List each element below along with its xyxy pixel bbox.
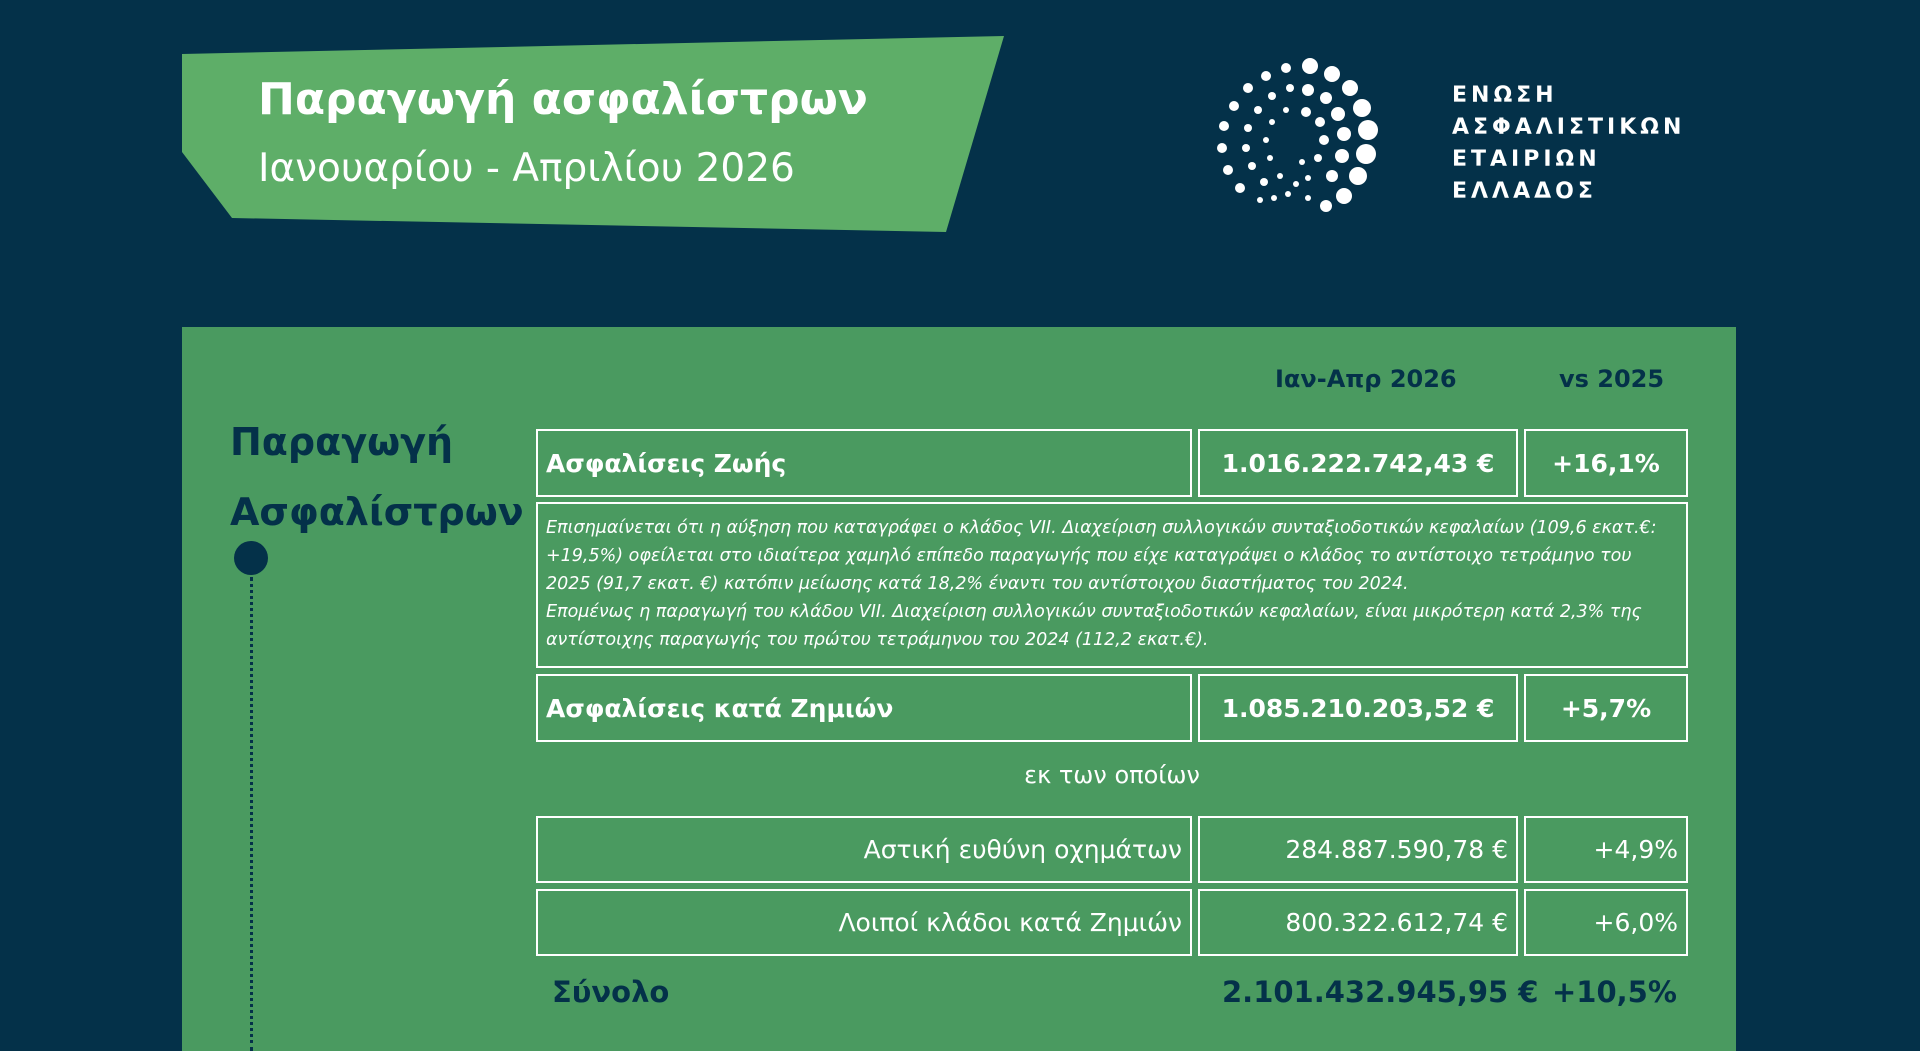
timeline-dot (234, 541, 268, 575)
content-panel (182, 327, 1736, 1051)
total-change: +10,5% (1552, 975, 1677, 1009)
logo-line-2: ΑΣΦΑΛΙΣΤΙΚΩΝ (1452, 115, 1686, 140)
nonlife-change-cell: +5,7% (1524, 674, 1688, 742)
nonlife-value-cell: 1.085.210.203,52 € (1198, 674, 1518, 742)
page-subtitle: Ιανουαρίου - Απριλίου 2026 (258, 146, 795, 191)
side-title-line-2: Ασφαλίστρων (230, 490, 524, 534)
life-note-paragraph-1: Επισημαίνεται ότι η αύξηση που καταγράφει ο κλάδος VII. Διαχείριση συλλογικών συνταξιοδοτικών κεφαλαίων (109,6 εκατ.€: +19,5%) οφείλεται στο ιδιαίτερα χαμηλό επίπεδο παραγωγής που είχε καταγράψει ο κλάδος το αντίστοιχο τετράμηνο του 2025 (91,7 εκατ. €) κατόπιν μείωσης κατά 18,2% έναντι του αντίστοιχου διαστήματος του 2024. (546, 518, 1657, 594)
side-title (230, 407, 524, 547)
life-note (536, 502, 1688, 668)
other-nonlife-label-cell: Λοιποί κλάδοι κατά Ζημιών (536, 889, 1192, 956)
total-value: 2.101.432.945,95 € (1222, 975, 1539, 1009)
logo-line-4: ΕΛΛΑΔΟΣ (1452, 179, 1597, 204)
of-which-label: εκ των οποίων (1024, 761, 1200, 789)
nonlife-label-cell: Ασφαλίσεις κατά Ζημιών (536, 674, 1192, 742)
motor-change-cell: +4,9% (1524, 816, 1688, 883)
logo (1208, 54, 1728, 224)
logo-line-3: ΕΤΑΙΡΙΩΝ (1452, 147, 1601, 172)
side-title-line-1: Παραγωγή (230, 420, 454, 464)
column-header-change: vs 2025 (1559, 365, 1665, 393)
page-title: Παραγωγή ασφαλίστρων (258, 74, 868, 125)
timeline-line (250, 577, 253, 1051)
other-nonlife-value-cell: 800.322.612,74 € (1198, 889, 1518, 956)
column-header-period: Ιαν-Απρ 2026 (1275, 365, 1457, 393)
life-note-paragraph-2: Επομένως η παραγωγή του κλάδου VII. Διαχείριση συλλογικών συνταξιοδοτικών κεφαλαίων, είναι μικρότερη κατά 2,3% της αντίστοιχης παραγωγής του πρώτου τετράμηνου του 2024 (112,2 εκατ.€). (546, 602, 1642, 650)
total-label: Σύνολο (552, 975, 670, 1009)
life-value-cell: 1.016.222.742,43 € (1198, 429, 1518, 497)
motor-value-cell: 284.887.590,78 € (1198, 816, 1518, 883)
logo-line-1: ΕΝΩΣΗ (1452, 83, 1558, 108)
life-label-cell: Ασφαλίσεις Ζωής (536, 429, 1192, 497)
header-banner (182, 36, 1004, 234)
other-nonlife-change-cell: +6,0% (1524, 889, 1688, 956)
logo-dots-icon (1208, 54, 1428, 224)
banner-shape (182, 36, 1004, 234)
life-change-cell: +16,1% (1524, 429, 1688, 497)
logo-text (1452, 80, 1685, 208)
motor-label-cell: Αστική ευθύνη οχημάτων (536, 816, 1192, 883)
